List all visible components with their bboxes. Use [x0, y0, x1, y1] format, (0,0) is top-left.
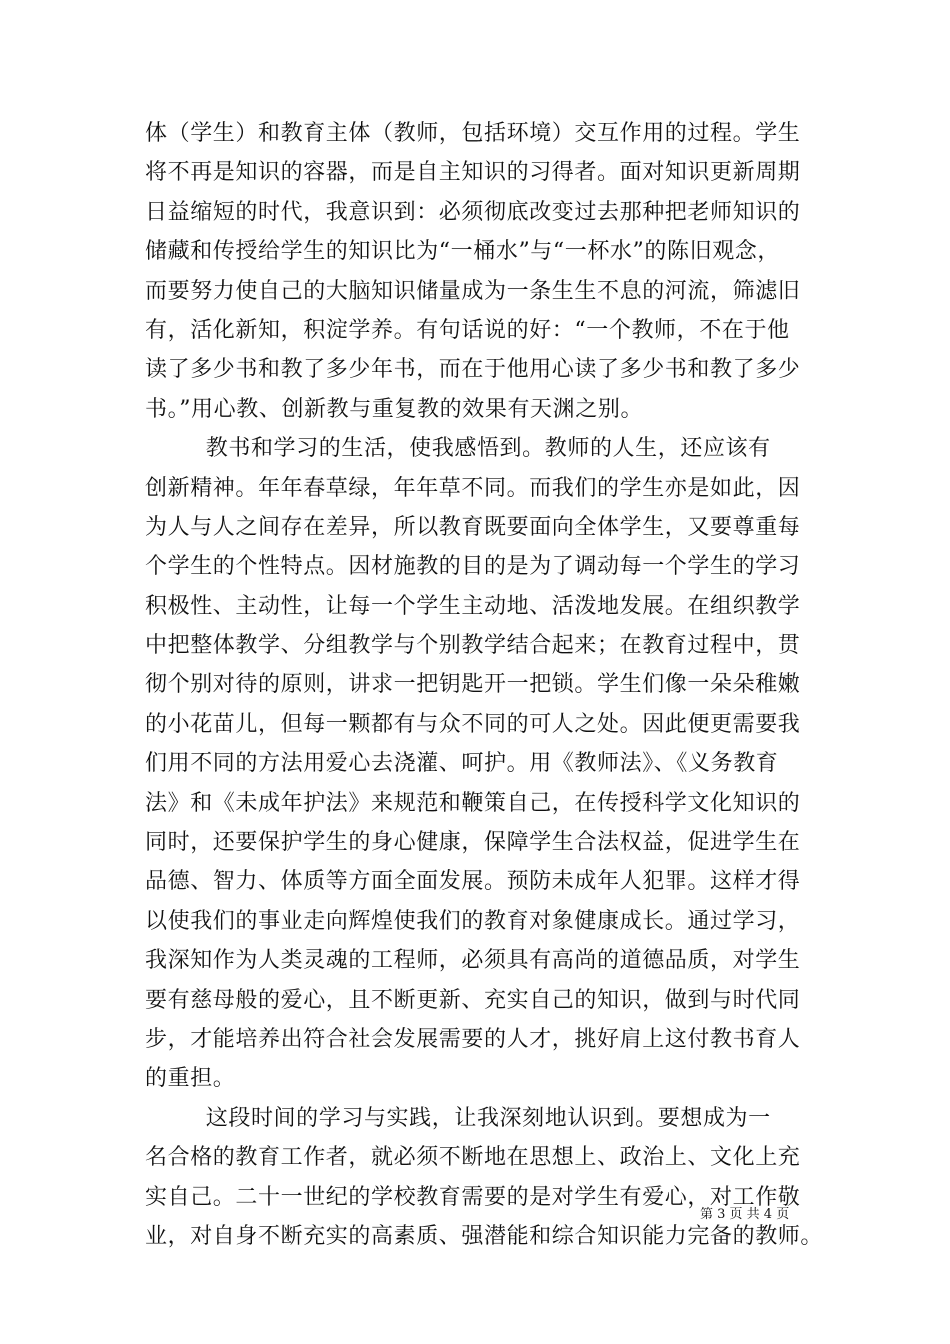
text-line: 法》和《未成年护法》来规范和鞭策自己，在传授科学文化知识的 — [145, 790, 801, 816]
text-line: 步，才能培养出符合社会发展需要的人才，挑好肩上这付教书育人 — [145, 1026, 801, 1052]
text-line: 以使我们的事业走向辉煌使我们的教育对象健康成长。通过学习， — [145, 908, 801, 934]
text-line: 日益缩短的时代，我意识到：必须彻底改变过去那种把老师知识的 — [145, 199, 801, 225]
text-line: 体（学生）和教育主体（教师，包括环境）交互作用的过程。学生 — [145, 121, 801, 146]
text-line: 要有慈母般的爱心，且不断更新、充实自己的知识，做到与时代同 — [145, 987, 801, 1013]
text-line: 同时，还要保护学生的身心健康，保障学生合法权益，促进学生在 — [145, 830, 801, 856]
text-line: 个学生的个性特点。因材施教的目的是为了调动每一个学生的学习 — [145, 554, 801, 580]
text-line: 书。”用心教、创新教与重复教的效果有天渊之别。 — [145, 396, 644, 422]
text-line: 的小花苗儿，但每一颗都有与众不同的可人之处。因此便更需要我 — [145, 711, 801, 737]
page-number-footer: 第 3 页 共 4 页 — [700, 1207, 790, 1222]
body-text — [145, 114, 825, 1256]
text-line: 而要努力使自己的大脑知识储量成为一条生生不息的河流，筛滤旧 — [145, 278, 801, 304]
text-line: 实自己。二十一世纪的学校教育需要的是对学生有爱心，对工作敬 — [145, 1184, 801, 1210]
text-line: 读了多少书和教了多少年书，而在于他用心读了多少书和教了多少 — [145, 357, 801, 383]
text-line: 中把整体教学、分组教学与个别教学结合起来；在教育过程中，贯 — [145, 633, 801, 659]
text-line: 创新精神。年年春草绿，年年草不同。而我们的学生亦是如此，因 — [145, 475, 801, 501]
text-line: 的重担。 — [145, 1066, 236, 1092]
text-line: 储藏和传授给学生的知识比为“一桶水”与“一杯水”的陈旧观念， — [145, 239, 780, 265]
paragraph-2-start: 教书和学习的生活，使我感悟到。教师的人生，还应该有 — [145, 436, 771, 462]
text-line: 将不再是知识的容器，而是自主知识的习得者。面对知识更新周期 — [145, 160, 801, 186]
text-line: 们用不同的方法用爱心去浇灌、呵护。用《教师法》、《义务教育 — [145, 751, 779, 777]
paragraph-3-start: 这段时间的学习与实践，让我深刻地认识到。要想成为一 — [145, 1105, 771, 1131]
text-line: 我深知作为人类灵魂的工程师，必须具有高尚的道德品质，对学生 — [145, 948, 801, 974]
text-line: 为人与人之间存在差异，所以教育既要面向全体学生，又要尊重每 — [145, 514, 801, 540]
text-line: 彻个别对待的原则，讲求一把钥匙开一把锁。学生们像一朵朵稚嫩 — [145, 672, 801, 698]
text-line: 积极性、主动性，让每一个学生主动地、活泼地发展。在组织教学 — [145, 593, 801, 619]
text-line: 名合格的教育工作者，就必须不断地在思想上、政治上、文化上充 — [145, 1145, 801, 1171]
text-line: 业，对自身不断充实的高素质、强潜能和综合知识能力完备的教师。 — [145, 1223, 824, 1249]
text-line: 品德、智力、体质等方面全面发展。预防未成年人犯罪。这样才得 — [145, 869, 801, 895]
text-line: 有，活化新知，积淀学养。有句话说的好：“一个教师，不在于他 — [145, 317, 790, 343]
